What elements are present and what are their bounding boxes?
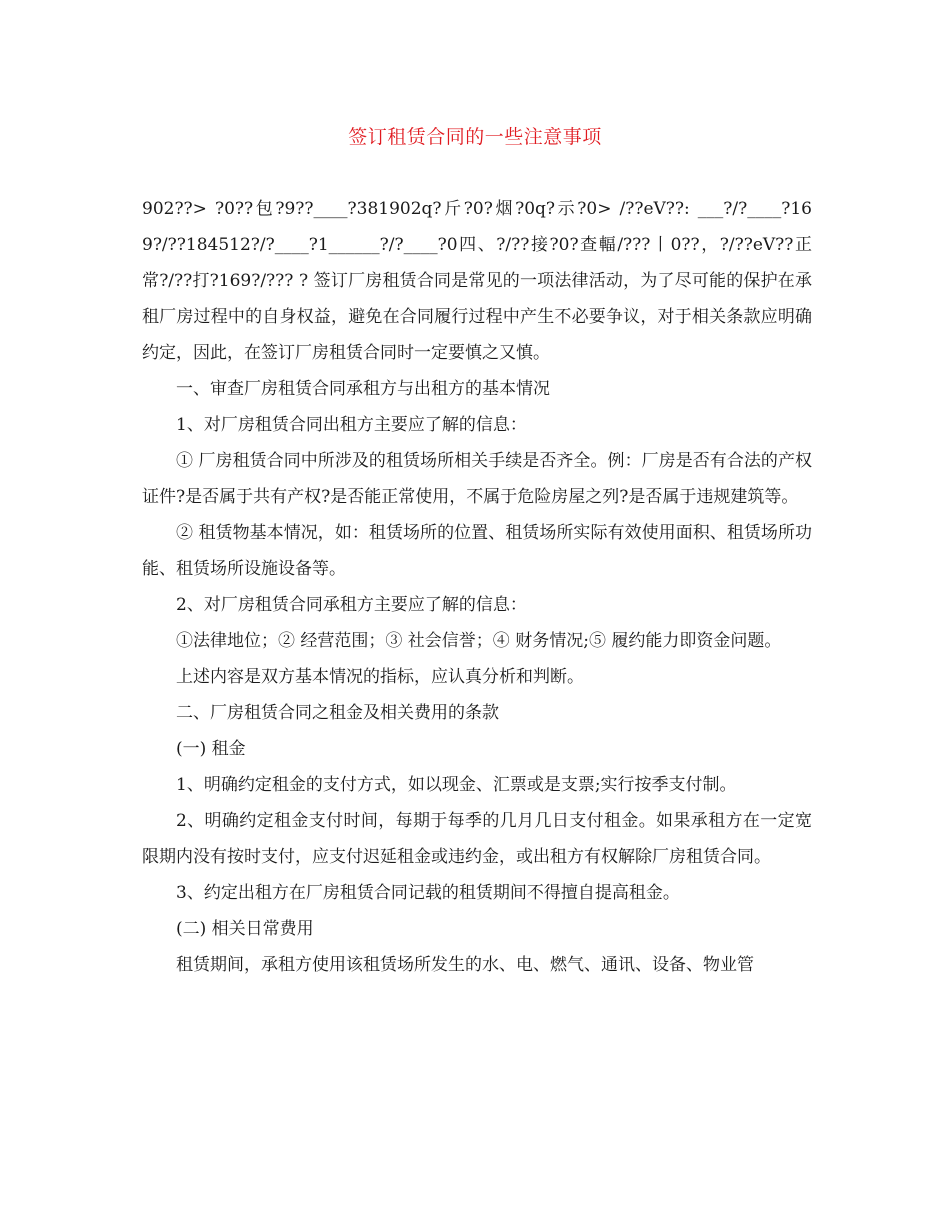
document-body	[142, 191, 812, 983]
paragraph: 2、明确约定租金支付时间，每期于每季的几月几日支付租金。如果承租方在一定宽限期内没有按时支付，应支付迟延租金或违约金，或出租方有权解除厂房租赁合同。	[142, 811, 812, 867]
paragraph: 3、约定出租方在厂房租赁合同记载的租赁期间不得擅自提高租金。	[176, 883, 680, 903]
paragraph: 上述内容是双方基本情况的指标，应认真分析和判断。	[176, 667, 584, 687]
paragraph: ①法律地位；② 经营范围；③ 社会信誉；④ 财务情况;⑤ 履约能力即资金问题。	[176, 631, 782, 651]
paragraph: 租赁期间，承租方使用该租赁场所发生的水、电、燃气、通讯、设备、物业管	[176, 955, 754, 975]
subsection-heading: (二) 相关日常费用	[176, 919, 314, 939]
paragraph: 1、明确约定租金的支付方式，如以现金、汇票或是支票;实行按季支付制。	[176, 775, 737, 795]
paragraph: ② 租赁物基本情况，如：租赁场所的位置、租赁场所实际有效使用面积、租赁场所功能、租赁场所设施设备等。	[142, 523, 812, 579]
subsection-heading: (一) 租金	[176, 739, 246, 759]
paragraph: ① 厂房租赁合同中所涉及的租赁场所相关手续是否齐全。例：厂房是否有合法的产权证件?是否属于共有产权?是否能正常使用，不属于危险房屋之列?是否属于违规建筑等。	[142, 451, 812, 507]
paragraph: 1、对厂房租赁合同出租方主要应了解的信息：	[176, 415, 527, 435]
document-title: 签订租赁合同的一些注意事项	[348, 126, 602, 148]
paragraph: 902??> ?0??包?9??____?381902q?斤?0?烟?0q?示?0> /??eV??: ___?/?____?169?/??184512?/?____?1______?/?____?0四、?/??接?0?查輻/???丨0??，?/??eV??正常?/??打?169?/??? ? 签订厂房租赁合同是常见的一项法律活动，为了尽可能的保护在承租厂房过程中的自身权益，避免在合同履行过程中产生不必要争议，对于相关条款应明确约定，因此，在签订厂房租赁合同时一定要慎之又慎。	[142, 199, 812, 363]
section-heading: 二、厂房租赁合同之租金及相关费用的条款	[176, 703, 499, 723]
paragraph: 2、对厂房租赁合同承租方主要应了解的信息：	[176, 595, 527, 615]
section-heading: 一、审查厂房租赁合同承租方与出租方的基本情况	[176, 379, 550, 399]
